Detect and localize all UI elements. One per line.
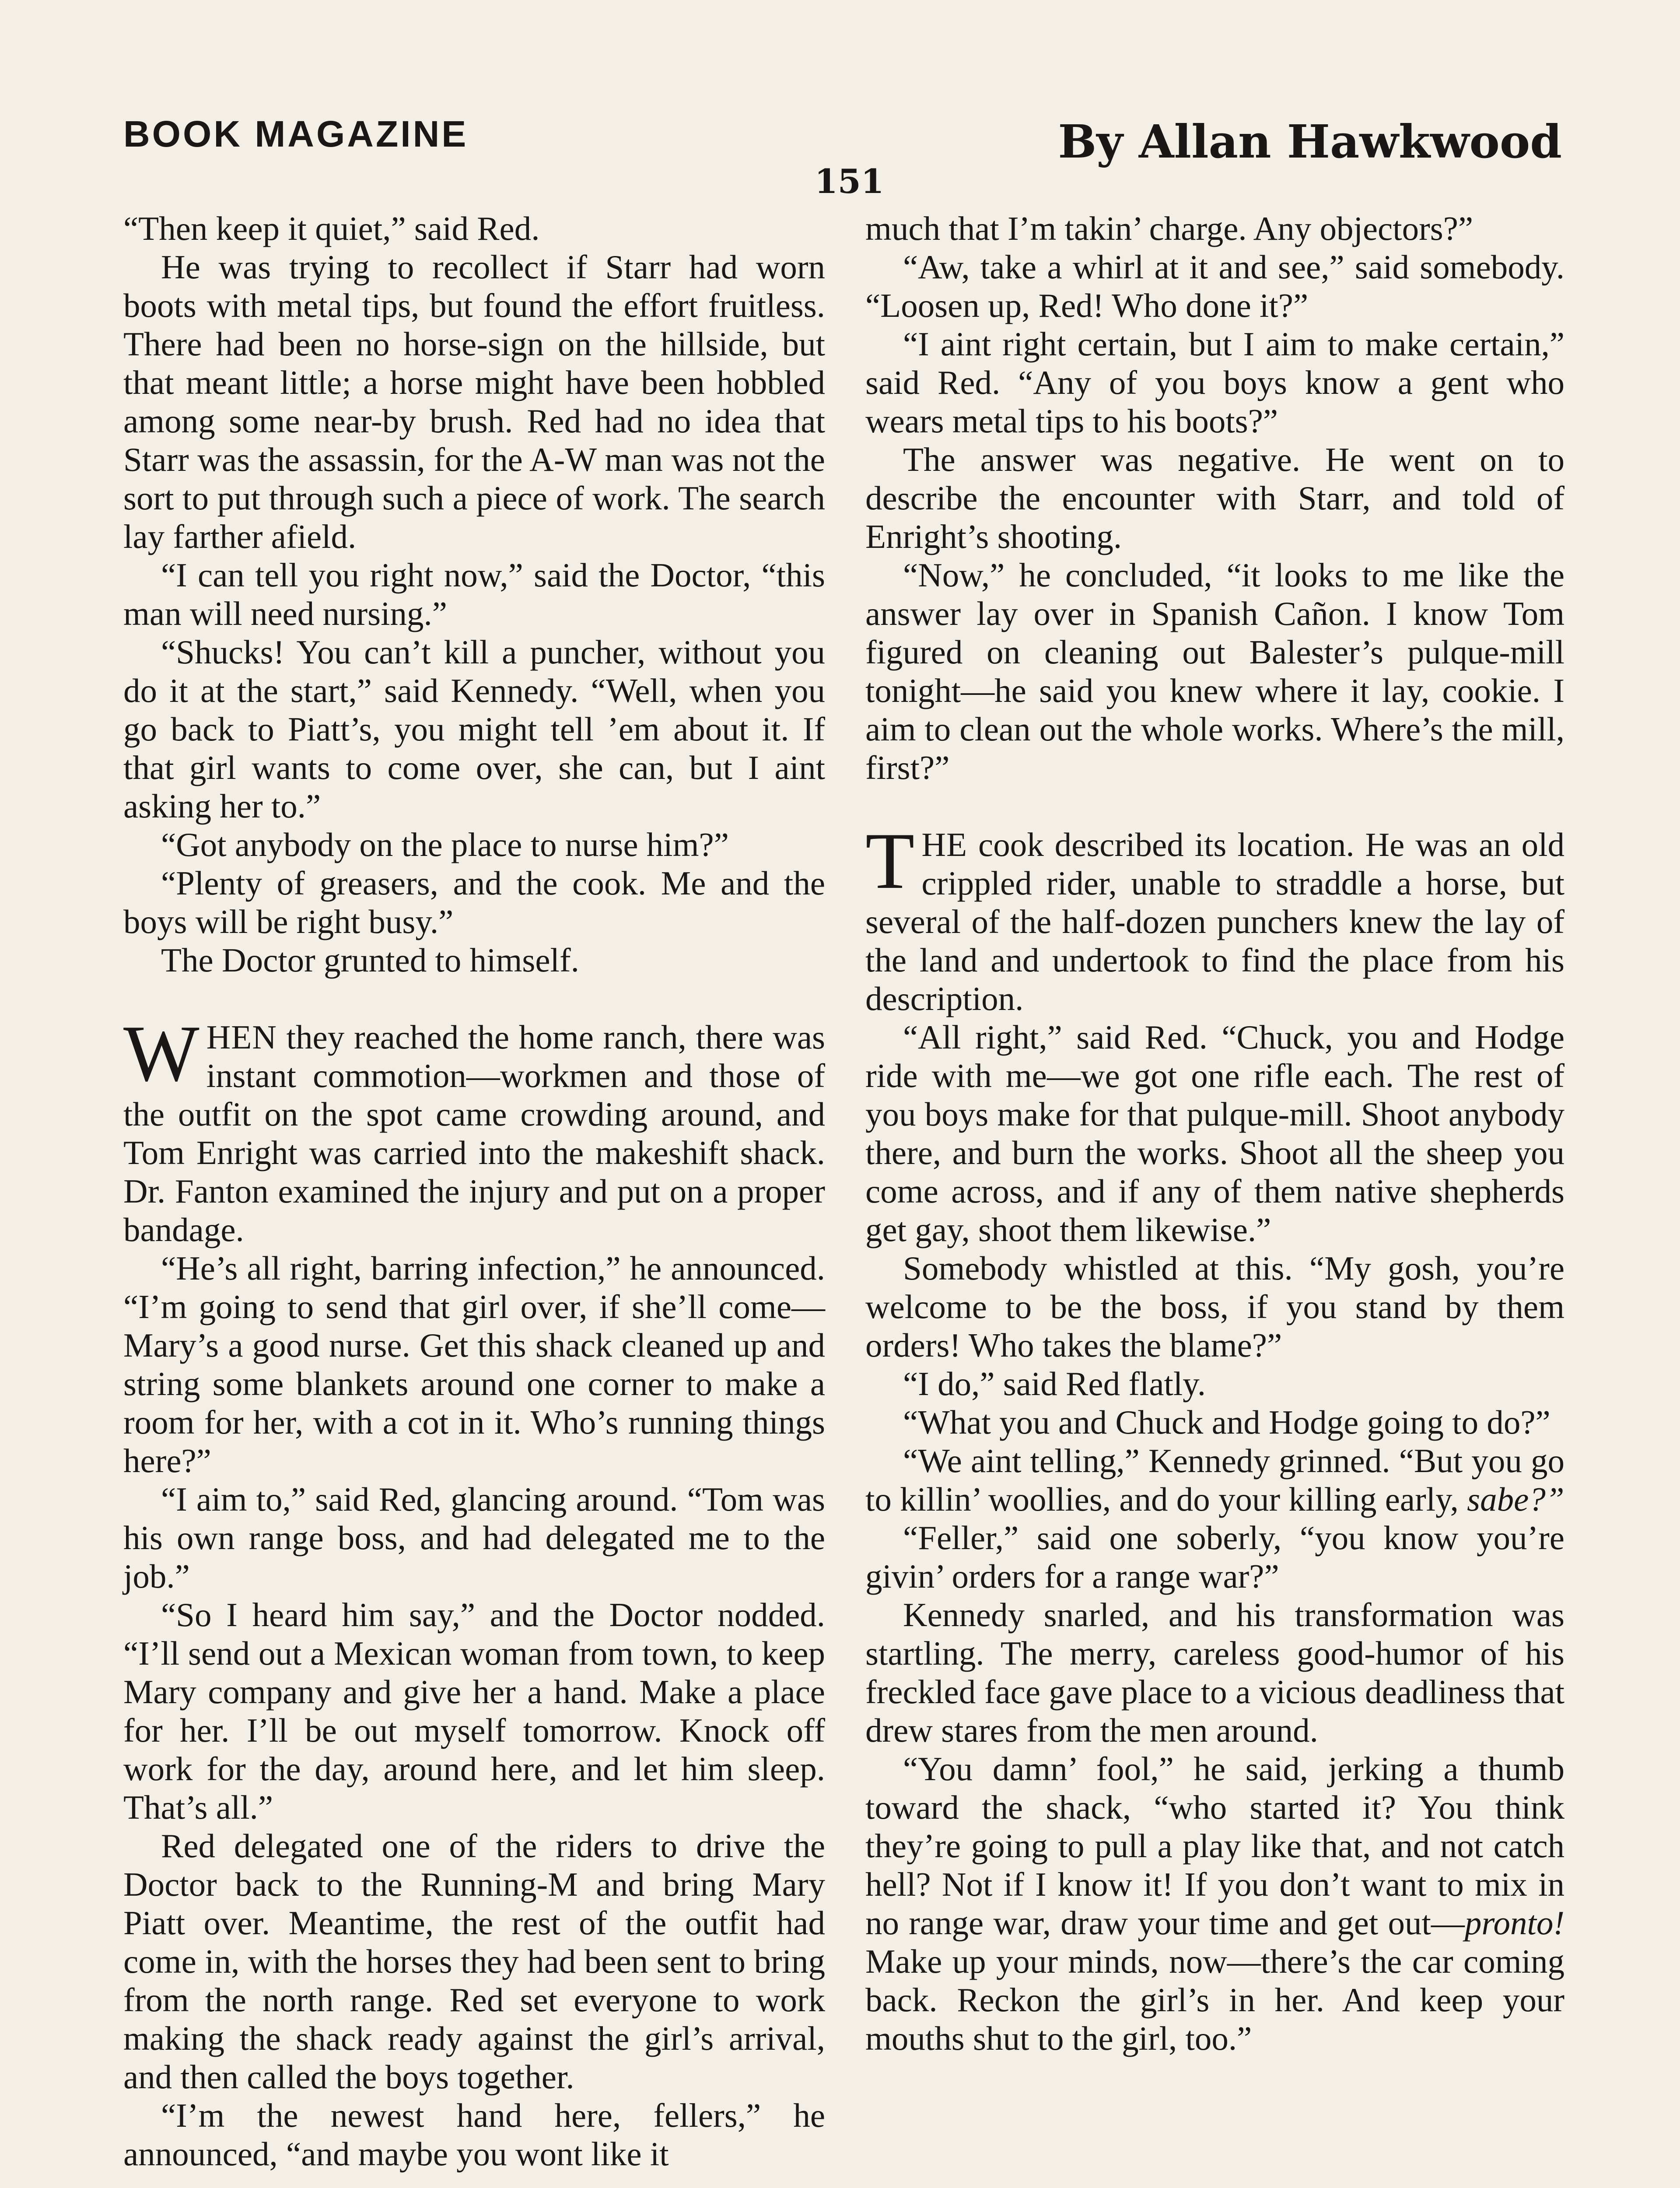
italic-text: pronto! — [1464, 1904, 1564, 1942]
paragraph — [865, 1441, 1564, 1518]
magazine-name: BOOK MAGAZINE — [123, 113, 469, 154]
drop-cap: T — [865, 816, 915, 905]
section-opening-paragraph — [123, 1009, 825, 1249]
paragraph: “Now,” he concluded, “it looks to me like the answer lay over in Spanish Cañon. I know Tom figured on cleaning out Balester’s pulque-mill tonight—he said you knew where it lay, cookie. I aim to clean out the whole works. Where’s the mill, first?” — [865, 556, 1564, 786]
paragraph-text: “We aint telling,” Kennedy grinned. “But you go to killin’ woollies, and do your killing early, — [865, 1442, 1564, 1518]
paragraph: “Shucks! You can’t kill a puncher, without you do it at the start,” said Kennedy. “Well, when you go back to Piatt’s, you might tell ’em about it. If that girl wants to come over, she can, but I aint asking her to.” — [123, 633, 825, 825]
small-caps-word: HEN — [206, 1018, 277, 1056]
paragraph: Somebody whistled at this. “My gosh, you’re welcome to be the boss, if you stand by them orders! Who takes the blame?” — [865, 1249, 1564, 1364]
paragraph: “I’m the newest hand here, fellers,” he announced, “and maybe you wont like it — [123, 2097, 825, 2173]
author-byline: By Allan Hawkwood — [1058, 115, 1562, 168]
paragraph-text: they reached the home ranch, there was instant commotion—workmen and those of the outfit on the spot came crowding around, and Tom Enright was carried into the makeshift shack. Dr. Fanton examined the injury and put on a proper bandage. — [123, 1018, 825, 1248]
paragraph: “So I heard him say,” and the Doctor nodded. “I’ll send out a Mexican woman from town, to keep Mary company and give her a hand. Make a place for her. I’ll be out myself tomorrow. Knock off work for the day, around here, and let him sleep. That’s all.” — [123, 1596, 825, 1826]
paragraph: “Aw, take a whirl at it and see,” said somebody. “Loosen up, Red! Who done it?” — [865, 248, 1564, 324]
paragraph — [865, 1750, 1564, 2058]
paragraph-text: Make up your minds, now—there’s the car coming back. Reckon the girl’s in her. And keep your mouths shut to the girl, too.” — [865, 1943, 1564, 2057]
paragraph: “All right,” said Red. “Chuck, you and Hodge ride with me—we got one rifle each. The rest of you boys make for that pulque-mill. Shoot anybody there, and burn the works. Shoot all the sheep you come across, and if any of them native shepherds get gay, shoot them likewise.” — [865, 1018, 1564, 1248]
small-caps-word: HE — [921, 826, 968, 863]
paragraph: “Feller,” said one soberly, “you know you’re givin’ orders for a range war?” — [865, 1519, 1564, 1595]
paragraph: “I can tell you right now,” said the Doctor, “this man will need nursing.” — [123, 556, 825, 632]
paragraph: “He’s all right, barring infection,” he announced. “I’m going to send that girl over, if she’ll come—Mary’s a good nurse. Get this shack cleaned up and string some blankets around one corner to make a room for her, with a cot in it. Who’s running things here?” — [123, 1249, 825, 1480]
paragraph: Red delegated one of the riders to drive the Doctor back to the Running-M and bring Mary Piatt over. Meantime, the rest of the outfit had come in, with the horses they had been sent to bring from the north range. Red set everyone to work making the shack ready against the girl’s arrival, and then called the boys together. — [123, 1827, 825, 2096]
paragraph: The answer was negative. He went on to describe the encounter with Starr, and told of Enright’s shooting. — [865, 441, 1564, 555]
right-column — [865, 209, 1564, 2058]
page-number: 151 — [815, 162, 884, 201]
left-column — [123, 209, 825, 2173]
paragraph: “I do,” said Red flatly. — [903, 1365, 1206, 1403]
italic-text: sabe?” — [1467, 1480, 1564, 1518]
paragraph: Kennedy snarled, and his transformation was startling. The merry, careless good-humor of his freckled face gave place to a vicious deadliness that drew stares from the men around. — [865, 1596, 1564, 1749]
paragraph: much that I’m takin’ charge. Any objectors?” — [865, 210, 1474, 247]
paragraph: The Doctor grunted to himself. — [161, 941, 579, 979]
section-opening-paragraph — [865, 816, 1564, 1018]
paragraph: “Then keep it quiet,” said Red. — [123, 210, 540, 247]
paragraph: “What you and Chuck and Hodge going to do?” — [903, 1403, 1550, 1441]
paragraph: “Plenty of greasers, and the cook. Me and the boys will be right busy.” — [123, 864, 825, 940]
paragraph-text: “You damn’ fool,” he said, jerking a thumb toward the shack, “who started it? You think they’re going to pull a play like that, and not catch hell? Not if I know it! If you don’t want to mix in no range war, draw your time and get out— — [865, 1750, 1564, 1942]
paragraph-text: cook described its location. He was an old crippled rider, unable to straddle a horse, but several of the half-dozen punchers knew the lay of the land and undertook to find the place from his description. — [865, 826, 1564, 1017]
drop-cap: W — [123, 1009, 200, 1098]
paragraph: “Got anybody on the place to nurse him?” — [161, 826, 729, 863]
paragraph: “I aint right certain, but I aim to make certain,” said Red. “Any of you boys know a gent who wears metal tips to his boots?” — [865, 325, 1564, 440]
paragraph: “I aim to,” said Red, glancing around. “Tom was his own range boss, and had delegated me to the job.” — [123, 1480, 825, 1595]
paragraph: He was trying to recollect if Starr had worn boots with metal tips, but found the effort fruitless. There had been no horse-sign on the hillside, but that meant little; a horse might have been hobbled among some near-by brush. Red had no idea that Starr was the assassin, for the A-W man was not the sort to put through such a piece of work. The search lay farther afield. — [123, 248, 825, 555]
